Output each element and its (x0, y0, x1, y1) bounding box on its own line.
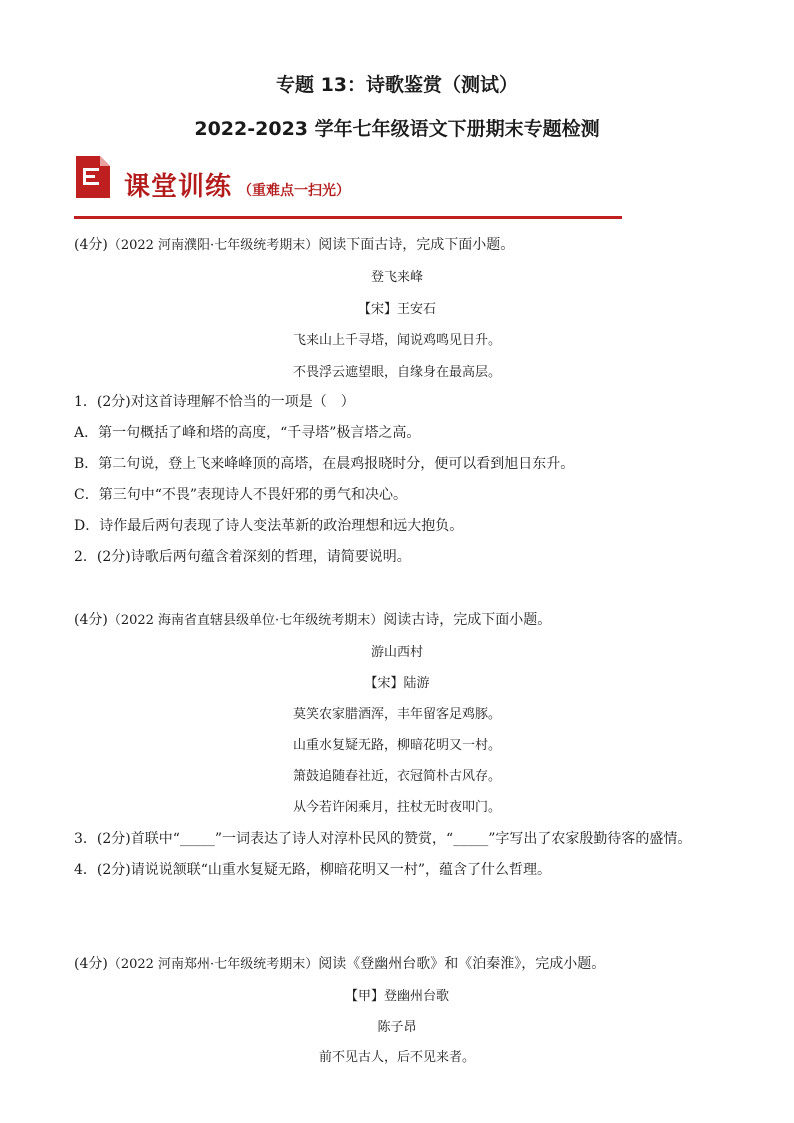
score: (4分) (74, 956, 108, 972)
score: (4分) (74, 237, 108, 253)
option-c: C．第三句中“不畏”表现诗人不畏奸邪的勇气和决心。 (74, 487, 408, 503)
section-banner (74, 150, 622, 222)
banner-title-text: 课堂训练 (124, 172, 233, 202)
poem-line: 从今若许闲乘月，拄杖无时夜叩门。 (292, 800, 501, 815)
page-title: 专题 13：诗歌鉴赏（测试） (275, 74, 519, 96)
instruction: 阅读《登幽州台歌》和《泊秦淮》，完成小题。 (318, 956, 606, 972)
instruction: 阅读古诗，完成下面小题。 (383, 612, 552, 628)
option-b: B．第二句说，登上飞来峰峰顶的高塔，在晨鸡报晓时分，便可以看到旭日东升。 (74, 456, 575, 472)
source: （2022 河南郑州·七年级统考期末） (107, 957, 319, 972)
question: 1．(2分)对这首诗理解不恰当的一项是（ ） (74, 394, 355, 410)
banner-divider (74, 216, 622, 219)
poem-line: 山重水复疑无路，柳暗花明又一村。 (292, 738, 501, 753)
poem-line: 前不见古人，后不见来者。 (318, 1050, 475, 1065)
section3-intro (74, 953, 605, 973)
source: （2022 海南省直辖县级单位·七年级统考期末） (107, 613, 384, 628)
poem-title: 【甲】登幽州台歌 (344, 989, 449, 1004)
poem-author: 陈子昂 (377, 1020, 417, 1035)
question: 3．(2分)首联中“_____”一词表达了诗人对淳朴民风的赞赏，“_____”字写出了农家殷勤待客的盛情。 (74, 831, 692, 847)
poem-author: 【宋】陆游 (364, 676, 430, 691)
option-a: A．第一句概括了峰和塔的高度，“千寻塔”极言塔之高。 (74, 425, 421, 441)
poem-line: 箫鼓追随春社近，衣冠简朴古风存。 (292, 769, 501, 784)
option-d: D．诗作最后两句表现了诗人变法革新的政治理想和远大抱负。 (74, 518, 464, 534)
poem-title: 游山西村 (370, 645, 423, 660)
section2-intro (74, 609, 551, 629)
score: (4分) (74, 612, 108, 628)
poem-title: 登飞来峰 (370, 270, 423, 285)
section1-intro (74, 234, 514, 254)
poem-line: 不畏浮云遮望眼，自缘身在最高层。 (292, 365, 501, 380)
banner-subtitle: （重难点一扫光） (238, 183, 351, 199)
source: （2022 河南濮阳·七年级统考期末） (107, 238, 319, 253)
question: 4．(2分)请说说颔联“山重水复疑无路，柳暗花明又一村”，蕴含了什么哲理。 (74, 862, 552, 878)
poem-author: 【宋】王安石 (357, 302, 436, 317)
instruction: 阅读下面古诗，完成下面小题。 (318, 237, 515, 253)
poem-line: 飞来山上千寻塔，闻说鸡鸣见日升。 (292, 333, 501, 348)
document-icon (74, 154, 112, 200)
page-subtitle: 2022-2023 学年七年级语文下册期末专题检测 (194, 118, 600, 140)
poem-line: 莫笑农家腊酒浑，丰年留客足鸡豚。 (292, 707, 501, 722)
banner-title (124, 166, 350, 203)
question: 2．(2分)诗歌后两句蕴含着深刻的哲理，请简要说明。 (74, 549, 411, 565)
